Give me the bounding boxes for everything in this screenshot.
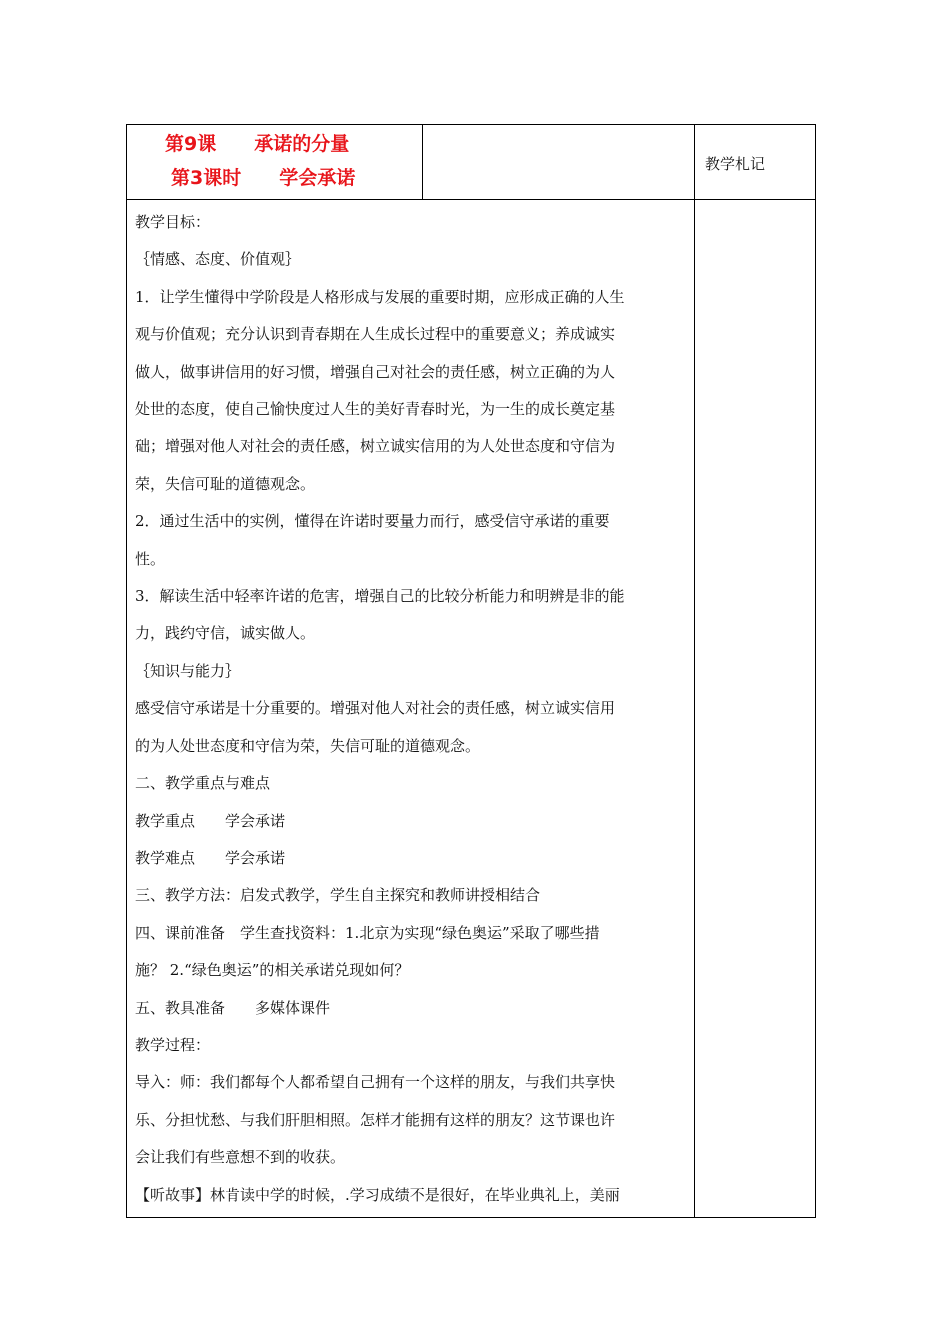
content-line: ｛知识与能力｝ (135, 661, 241, 680)
content-line: 础；增强对他人对社会的责任感，树立诚实信用的为人处世态度和守信为 (135, 437, 616, 456)
content-line: 施？ 2.“绿色奥运”的相关承诺兑现如何？ (135, 961, 410, 980)
content-line: 2．通过生活中的实例，懂得在许诺时要量力而行，感受信守承诺的重要 (135, 512, 610, 531)
lesson-subtitle: 第3课时 学会承诺 (171, 167, 356, 189)
content-line: 处世的态度，使自己愉快度过人生的美好青春时光，为一生的成长奠定基 (135, 400, 616, 419)
lesson-plan-table (126, 124, 816, 1218)
notes-cell (695, 200, 815, 1217)
content-line: 三、教学方法：启发式教学，学生自主探究和教师讲授相结合 (135, 886, 541, 905)
content-line: 教学难点 学会承诺 (135, 848, 286, 867)
notes-header-cell (695, 125, 815, 200)
content-line: 观与价值观；充分认识到青春期在人生成长过程中的重要意义；养成诚实 (135, 325, 616, 344)
content-line: 教学过程： (135, 1035, 211, 1054)
content-line: 会让我们有些意想不到的收获。 (135, 1148, 346, 1167)
content-line: 荣，失信可耻的道德观念。 (135, 474, 316, 493)
content-line: 五、教具准备 多媒体课件 (135, 998, 331, 1017)
notes-label: 教学札记 (705, 155, 766, 173)
content-line: 的为人处世态度和守信为荣，失信可耻的道德观念。 (135, 736, 481, 755)
content-line: 乐、分担忧愁、与我们肝胆相照。怎样才能拥有这样的朋友？这节课也许 (135, 1110, 616, 1129)
content-cell (127, 200, 695, 1217)
content-line: 力，践约守信，诚实做人。 (135, 624, 316, 643)
content-line: 教学重点 学会承诺 (135, 811, 286, 830)
content-line: 1．让学生懂得中学阶段是人格形成与发展的重要时期，应形成正确的人生 (135, 287, 625, 306)
lesson-title: 第9课 承诺的分量 (165, 133, 350, 155)
content-line: 二、教学重点与难点 (135, 774, 271, 793)
content-line: 做人，做事讲信用的好习惯，增强自己对社会的责任感，树立正确的为人 (135, 362, 616, 381)
content-line: ｛情感、态度、价值观｝ (135, 250, 301, 269)
content-line: 教学目标： (135, 213, 211, 231)
content-line: 【听故事】林肯读中学的时候，.学习成绩不是很好，在毕业典礼上，美丽 (135, 1185, 620, 1204)
content-line: 3．解读生活中轻率许诺的危害，增强自己的比较分析能力和明辨是非的能 (135, 587, 625, 606)
blank-header-cell (423, 125, 695, 200)
content-line: 感受信守承诺是十分重要的。增强对他人对社会的责任感，树立诚实信用 (135, 699, 616, 718)
content-line: 四、课前准备 学生查找资料：1.北京为实现“绿色奥运”采取了哪些措 (135, 923, 600, 942)
title-cell (127, 125, 423, 200)
lesson-content (135, 204, 685, 1214)
content-line: 导入：师：我们都每个人都希望自己拥有一个这样的朋友，与我们共享快 (135, 1073, 616, 1092)
content-line: 性。 (135, 549, 166, 568)
